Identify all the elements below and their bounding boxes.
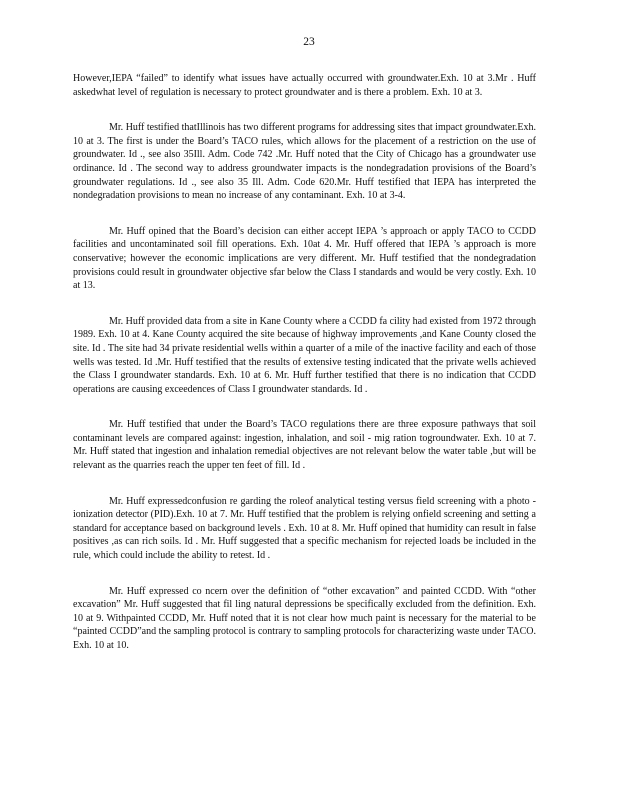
paragraph: Mr. Huff opined that the Board’s decision can either accept IEPA ’s approach or apply TACO to CCDD facilities and uncontaminated soil fill operations. Exh. 10at 4. Mr. Huff offered that IEPA ’s approach is more conservative; however the economic implications are very different. Mr. Huff testified that the nondegradation provisions could result in groundwater objective sfar below the Class I standards and would be very costly. Exh. 10 at 13. [73,225,536,292]
paragraph: Mr. Huff provided data from a site in Kane County where a CCDD fa cility had existed from 1972 through 1989. Exh. 10 at 4. Kane County acquired the site because of highway improvements ,and Kane County closed the site. Id . The site had 34 private residential wells within a quarter of a mile of the inactive facility and each of those wells was tested. Id .Mr. Huff testified that the results of extensive testing indicated that the private wells achieved the Class I groundwater standards. Exh. 10 at 6. Mr. Huff further testified that there is no indication that CCDD operations are causing exceedences of Class I groundwater standards. Id . [73,315,536,395]
page-number: 23 [303,36,315,48]
paragraph: Mr. Huff expressedconfusion re garding the roleof analytical testing versus field screening with a photo -ionization detector (PID).Exh. 10 at 7. Mr. Huff testified that the problem is relying onfield screening and setting a standard for acceptance based on background levels . Exh. 10 at 8. Mr. Huff opined that humidity can result in false positives ,as can rich soils. Id . Mr. Huff suggested that a specific mechanism for rejected loads be included in the rule, which could include the ability to retest. Id . [73,495,536,562]
paragraph: Mr. Huff testified thatIllinois has two different programs for addressing sites that impact groundwater.Exh. 10 at 3. The first is under the Board’s TACO rules, which allows for the placement of a restriction on the use of groundwater. Id ., see also 35Ill. Adm. Code 742 .Mr. Huff noted that the City of Chicago has a groundwater use ordinance. Id . The second way to address groundwater impacts is the nondegradation provisions of the Board’s groundwater regulations. Id ., see also 35 Ill. Adm. Code 620.Mr. Huff testified that IEPA has interpreted the nondegradation provisions to mean no increase of any contaminant. Exh. 10 at 3-4. [73,122,536,202]
page-body [73,72,536,675]
paragraph: However,IEPA “failed” to identify what issues have actually occurred with groundwater.Exh. 10 at 3.Mr . Huff askedwhat level of regulation is necessary to protect groundwater and is there a problem. Exh. 10 at 3. [73,73,536,98]
paragraph: Mr. Huff expressed co ncern over the definition of “other excavation” and painted CCDD. With “other excavation” Mr. Huff suggested that fil ling natural depressions be specifically excluded from the definition. Exh. 10 at 9. Withpainted CCDD, Mr. Huff noted that it is not clear how much paint is necessary for the material to be “painted CCDD”and the sampling protocol is contrary to sampling protocols for characterizing waste under TACO. Exh. 10 at 10. [73,585,536,651]
paragraph: Mr. Huff testified that under the Board’s TACO regulations there are three exposure pathways that soil contaminant levels are compared against: ingestion, inhalation, and soil - mig ration togroundwater. Exh. 10 at 7. Mr. Huff stated that ingestion and inhalation remedial objectives are not relevant below the water table ,but will be relevant as the quarries reach the upper ten feet of fill. Id . [73,419,536,472]
